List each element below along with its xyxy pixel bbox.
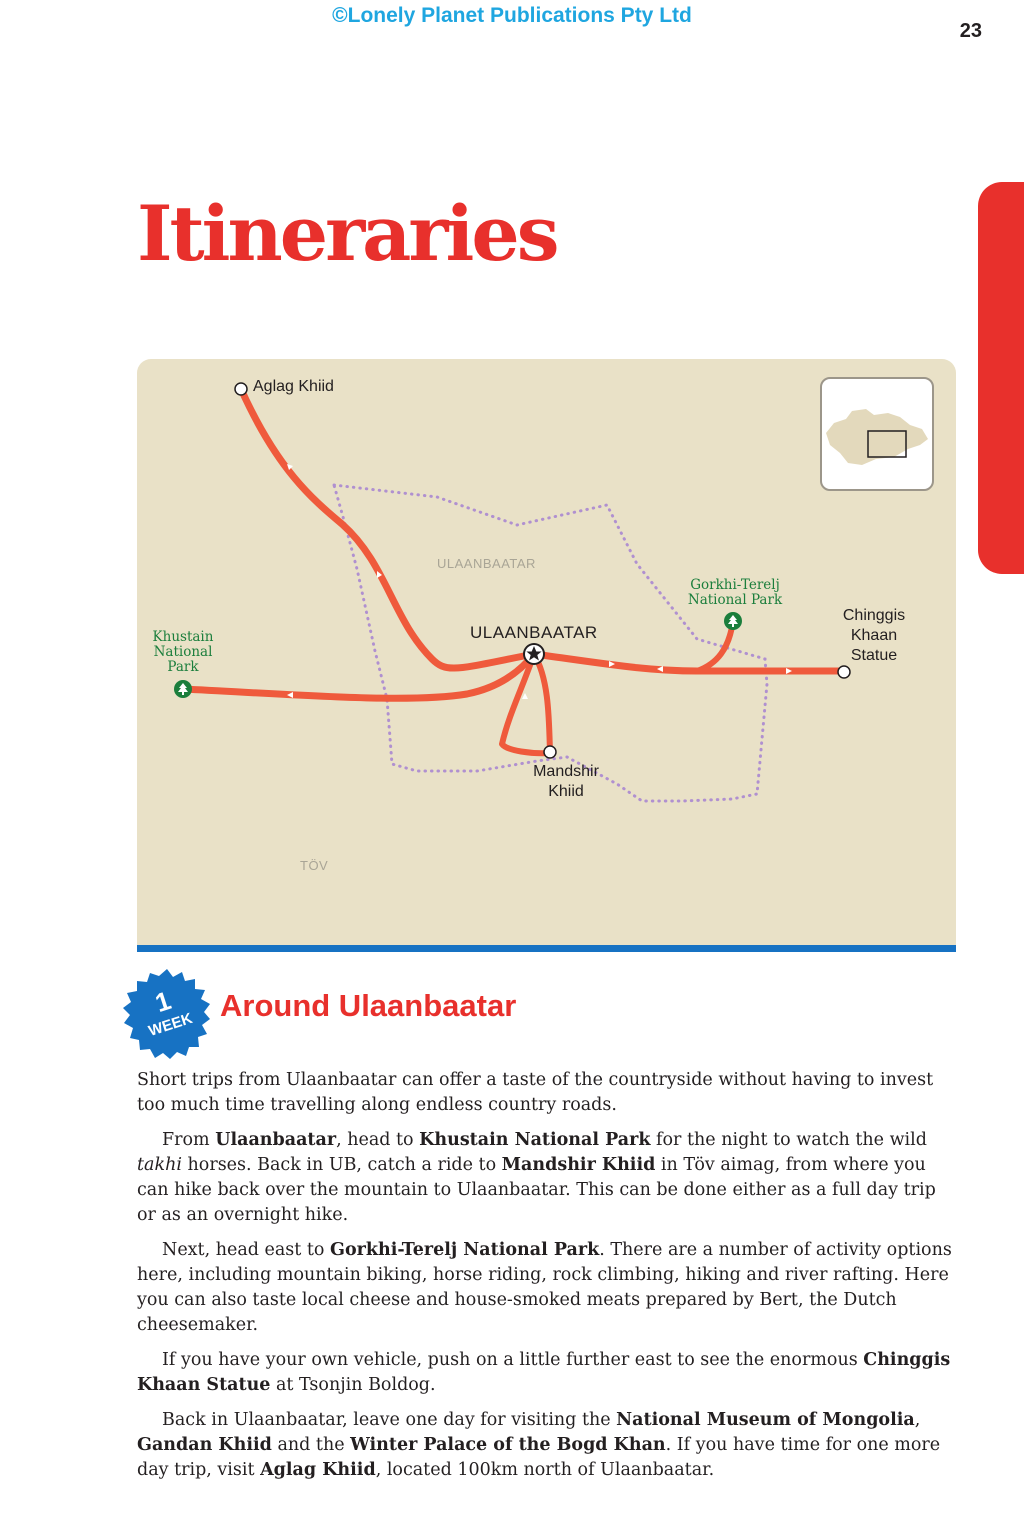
route-khustain	[183, 654, 534, 698]
route-mandshir	[502, 654, 550, 753]
paragraph-chinggis: If you have your own vehicle, push on a little further east to see the enormous Chinggis Khaan Statue at Tsonjin Boldog.	[137, 1350, 951, 1395]
label-chinggis-khaan-statue: Chinggis Khaan Statue	[842, 607, 906, 664]
section-heading: Around Ulaanbaatar	[220, 988, 517, 1023]
page-number: 23	[959, 20, 982, 42]
itinerary-routes	[183, 389, 844, 753]
tree-icon	[174, 680, 192, 698]
chapter-side-tab	[978, 182, 1024, 574]
label-tov-province: TÖV	[300, 858, 329, 873]
duration-badge	[120, 967, 214, 1061]
badge-number: 1	[151, 985, 175, 1019]
label-aglag-khiid: Aglag Khiid	[253, 378, 334, 395]
site-marker-mandshir	[544, 746, 556, 758]
copyright-notice: ©Lonely Planet Publications Pty Ltd	[332, 4, 692, 27]
paragraph-terelj: Next, head east to Gorkhi-Terelj National Park. There are a number of activity options here, including mountain biking, horse riding, rock climbing, hiking and river rafting. Here you can also taste local cheese and house-smoked meats prepared by Bert, the Dutch cheesemaker.	[137, 1240, 952, 1335]
itinerary-map	[137, 359, 956, 952]
route-east	[534, 654, 844, 671]
label-ulaanbaatar-district: ULAANBAATAR	[437, 556, 536, 571]
badge-unit: WEEK	[146, 1009, 195, 1040]
page-title: Itineraries	[137, 189, 557, 278]
label-khustain-national-park: Khustain National Park	[152, 629, 214, 675]
star-icon	[523, 643, 545, 665]
site-marker-chinggis	[838, 666, 850, 678]
tree-icon	[724, 612, 742, 630]
label-mandshir-khiid: Mandshir Khiid	[533, 763, 599, 800]
paragraph-ulaanbaatar-aglag: Back in Ulaanbaatar, leave one day for visiting the National Museum of Mongolia, Gandan Khiid and the Winter Palace of the Bogd Khan. If you have time for one more day trip, visit Aglag Khiid, located 100km north of Ulaanbaatar.	[137, 1410, 941, 1480]
route-terelj	[697, 621, 733, 671]
label-gorkhi-terelj-national-park: Gorkhi-Terelj National Park	[687, 577, 783, 608]
paragraph-khustain-mandshir: From Ulaanbaatar, head to Khustain National Park for the night to watch the wild takhi horses. Back in UB, catch a ride to Mandshir Khiid in Töv aimag, from where you can hike back over the mountain to Ulaanbaatar. This can be done either as a full day trip or as an overnight hike.	[137, 1130, 936, 1225]
mongolia-locator-icon	[820, 377, 934, 491]
paragraph-intro: Short trips from Ulaanbaatar can offer a taste of the countryside without having to invest too much time travelling along endless country roads.	[137, 1070, 934, 1115]
label-ulaanbaatar-capital: ULAANBAATAR	[470, 623, 598, 642]
route-arrow	[522, 693, 528, 699]
itinerary-body	[137, 1068, 957, 1493]
site-marker-aglag	[235, 383, 247, 395]
